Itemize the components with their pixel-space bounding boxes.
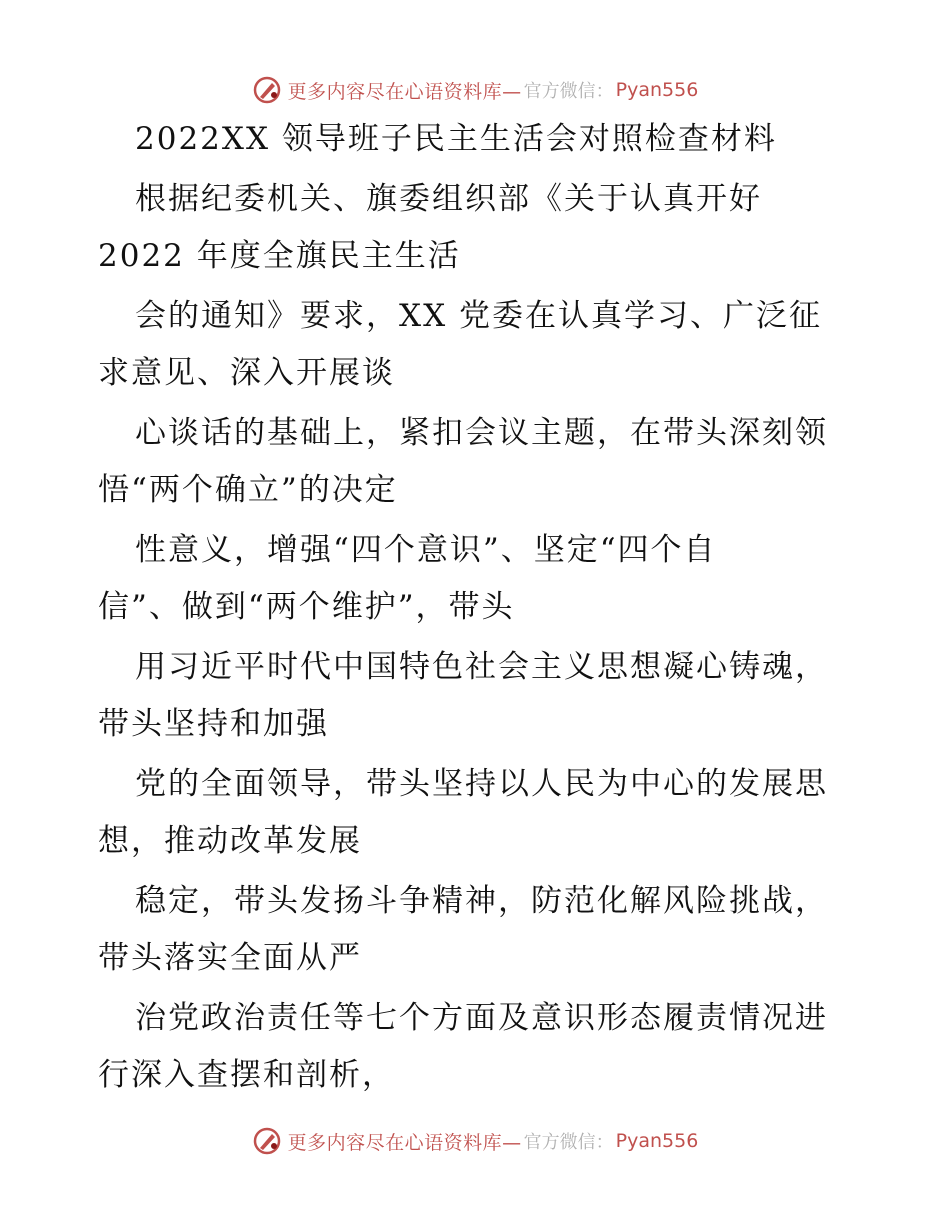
paragraph-line: 悟“两个确立”的决定 <box>98 472 398 508</box>
paragraph-line: 性意义，增强“四个意识”、坚定“四个自 <box>135 532 717 568</box>
watermark-text: 更多内容尽在心语资料库— <box>287 1131 522 1154</box>
watermark-wechat-id: Pyan556 <box>615 79 699 101</box>
paragraph-line: 带头落实全面从严 <box>98 940 362 976</box>
watermark-wechat-label: 官方微信： <box>523 81 614 102</box>
paragraph-line: 稳定，带头发扬斗争精神，防范化解风险挑战， <box>135 883 828 919</box>
paragraph-line: 2022 年度全旗民主生活 <box>98 238 461 274</box>
footer-watermark <box>0 1121 950 1161</box>
paragraph-line: 党的全面领导，带头坚持以人民为中心的发展思 <box>135 766 828 802</box>
header-watermark <box>0 70 950 110</box>
paragraph-line: 信”、做到“两个维护”，带头 <box>98 589 515 625</box>
paragraph-line: 心谈话的基础上，紧扣会议主题，在带头深刻领 <box>135 415 828 451</box>
watermark-wechat-id: Pyan556 <box>615 1130 699 1152</box>
paragraph-line: 想，推动改革发展 <box>98 823 362 859</box>
paragraph-line: 治党政治责任等七个方面及意识形态履责情况进 <box>135 1000 828 1036</box>
paragraph-line: 带头坚持和加强 <box>98 706 329 742</box>
pen-seal-icon <box>252 75 282 105</box>
paragraph-line: 用习近平时代中国特色社会主义思想凝心铸魂， <box>135 649 828 685</box>
paragraph-line: 会的通知》要求，XX 党委在认真学习、广泛征 <box>135 298 822 334</box>
paragraph-line: 求意见、深入开展谈 <box>98 355 395 391</box>
watermark-wechat-label: 官方微信： <box>523 1132 614 1153</box>
document-title: 2022XX 领导班子民主生活会对照检查材料 <box>135 121 777 157</box>
pen-seal-icon <box>252 1126 282 1156</box>
watermark-text: 更多内容尽在心语资料库— <box>287 80 522 103</box>
paragraph-line: 根据纪委机关、旗委组织部《关于认真开好 <box>135 181 762 217</box>
paragraph-line: 行深入查摆和剖析， <box>98 1057 395 1093</box>
